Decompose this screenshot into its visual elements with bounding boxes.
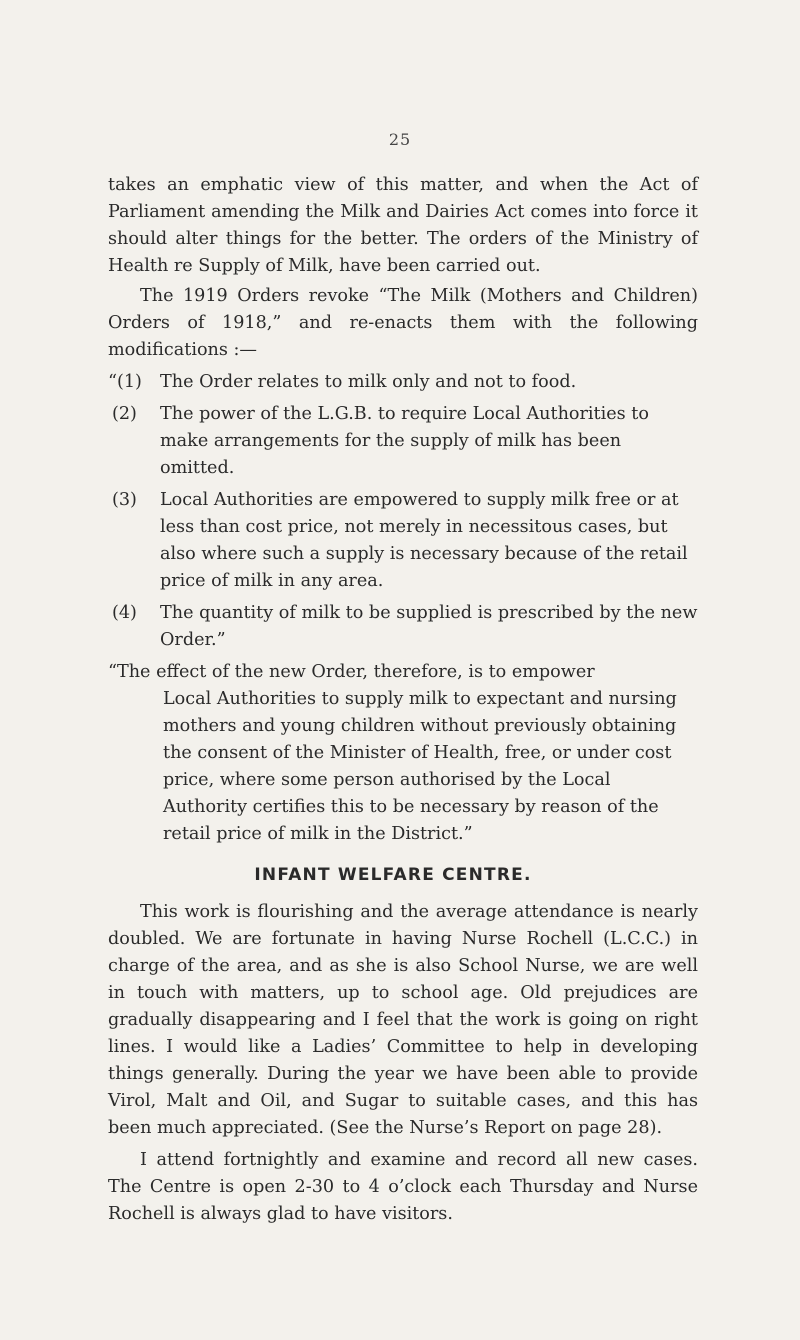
list-item-number: “(1) bbox=[108, 372, 142, 392]
list-item-text: The quantity of milk to be supplied is prescribed by the new Order.” bbox=[160, 603, 698, 650]
list-item-text: The power of the L.G.B. to require Local Authorities to make arrangements for the supply of milk has been omitted. bbox=[160, 404, 649, 478]
list-item-number: (3) bbox=[112, 490, 137, 510]
page-number: 25 bbox=[388, 130, 412, 149]
paragraph-centre-hours: I attend fortnightly and examine and record all new cases. The Centre is open 2-30 to 4 o’clock each Thursday and Nurse Rochell is always glad to have visitors. bbox=[108, 1150, 698, 1224]
list-item bbox=[108, 600, 698, 654]
quote-lead: “The effect of the new Order, therefore, is to empower bbox=[108, 662, 595, 682]
paragraph-orders-intro: takes an emphatic view of this matter, and when the Act of Parliament amending the Milk and Dairies Act comes into force it should alter things for the better. The orders of the Ministry of Health re Supply of Milk, have been carried out. bbox=[108, 175, 698, 276]
list-item bbox=[108, 487, 698, 595]
list-item-number: (4) bbox=[112, 603, 137, 623]
list-item-number: (2) bbox=[112, 404, 137, 424]
body-text bbox=[108, 172, 698, 1228]
paragraph-centre-work: This work is flourishing and the average attendance is nearly doubled. We are fortunate in having Nurse Rochell (L.C.C.) in charge of the area, and as she is also School Nurse, we are well in touch with matters, up to school age. Old prejudices are gradually disappearing and I feel that the work is going on right lines. I would like a Ladies’ Committee to help in developing things generally. During the year we have been able to provide Virol, Malt and Oil, and Sugar to suitable cases, and this has been much appreciated. (See the Nurse’s Report on page 28). bbox=[108, 902, 698, 1138]
paragraph-1919-orders: The 1919 Orders revoke “The Milk (Mothers and Children) Orders of 1918,” and re-enacts them with the following modifications :— bbox=[108, 286, 698, 360]
quote-block bbox=[108, 659, 698, 848]
list-item-text: Local Authorities are empowered to supply milk free or at less than cost price, not merely in necessitous cases, but also where such a supply is necessary because of the retail price of milk in any area. bbox=[160, 490, 688, 591]
list-item bbox=[108, 369, 698, 396]
list-item bbox=[108, 401, 698, 482]
quote-rest: Local Authorities to supply milk to expectant and nursing mothers and young children without previously obtaining the consent of the Minister of Health, free, or under cost price, where some person authorised by the Local Authority certifies this to be necessary by reason of the retail price of milk in the District.” bbox=[163, 689, 677, 844]
section-heading: INFANT WELFARE CENTRE. bbox=[254, 865, 532, 885]
list-item-text: The Order relates to milk only and not to food. bbox=[160, 372, 577, 392]
